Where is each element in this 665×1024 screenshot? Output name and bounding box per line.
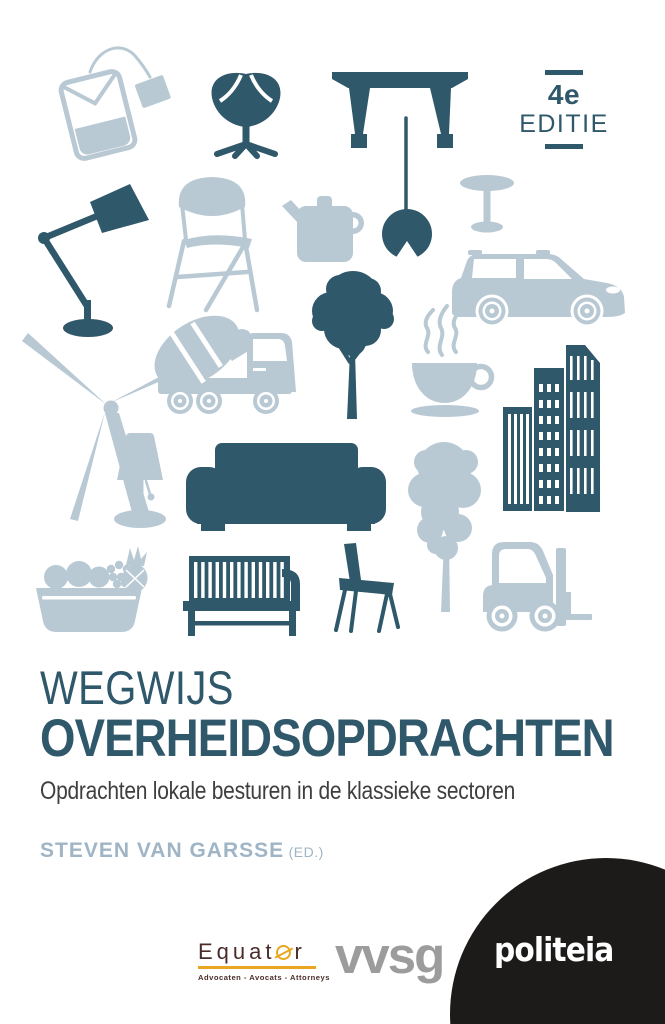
author-name: STEVEN VAN GARSSE [40,839,285,862]
station-wagon-car-icon [452,250,625,328]
forklift-icon [483,542,592,632]
vvsg-logo: vvsg [335,927,444,984]
equator-text-left: Equat [198,939,276,964]
swan-chair-icon [212,73,281,156]
dining-table-icon [332,72,468,148]
badge-rule-bottom [545,144,583,149]
fruit-basket-icon [36,546,148,632]
author-line [40,839,324,863]
equator-text-right: r [294,939,306,964]
concrete-mixer-truck-icon [141,300,296,414]
equator-gold-rule [198,966,316,969]
equator-logo [198,939,330,982]
coffee-cup-icon [411,306,492,417]
sofa-icon [186,443,386,531]
side-table-icon [460,175,514,233]
edition-badge [516,70,612,149]
subtitle: Opdrachten lokale besturen in de klassieke sectoren [40,777,516,805]
title-line-1: WEGWIJS [40,661,234,714]
politeia-logo-text: politeia [494,930,614,969]
badge-rule-top [545,70,583,75]
edition-number: 4e [547,79,581,110]
equator-tagline: Advocaten - Avocats - Attorneys [198,972,330,982]
office-buildings-icon [503,345,600,512]
equator-globe-icon [276,945,291,960]
tea-bag-icon [59,48,171,160]
chair-icon [336,543,398,631]
edition-label: EDITIE [519,110,609,138]
author-editor-suffix: (ED.) [288,844,324,860]
tree-dark-icon [312,271,394,419]
park-bench-icon [183,556,300,636]
title-line-2: OVERHEIDSOPDRACHTEN [40,709,614,768]
pendant-lamp-icon [382,118,432,266]
folding-chair-icon [169,177,257,310]
tree-light-icon [408,442,481,612]
teapot-icon [282,196,364,262]
equator-wordmark [198,941,322,963]
desk-lamp-icon [38,184,149,337]
